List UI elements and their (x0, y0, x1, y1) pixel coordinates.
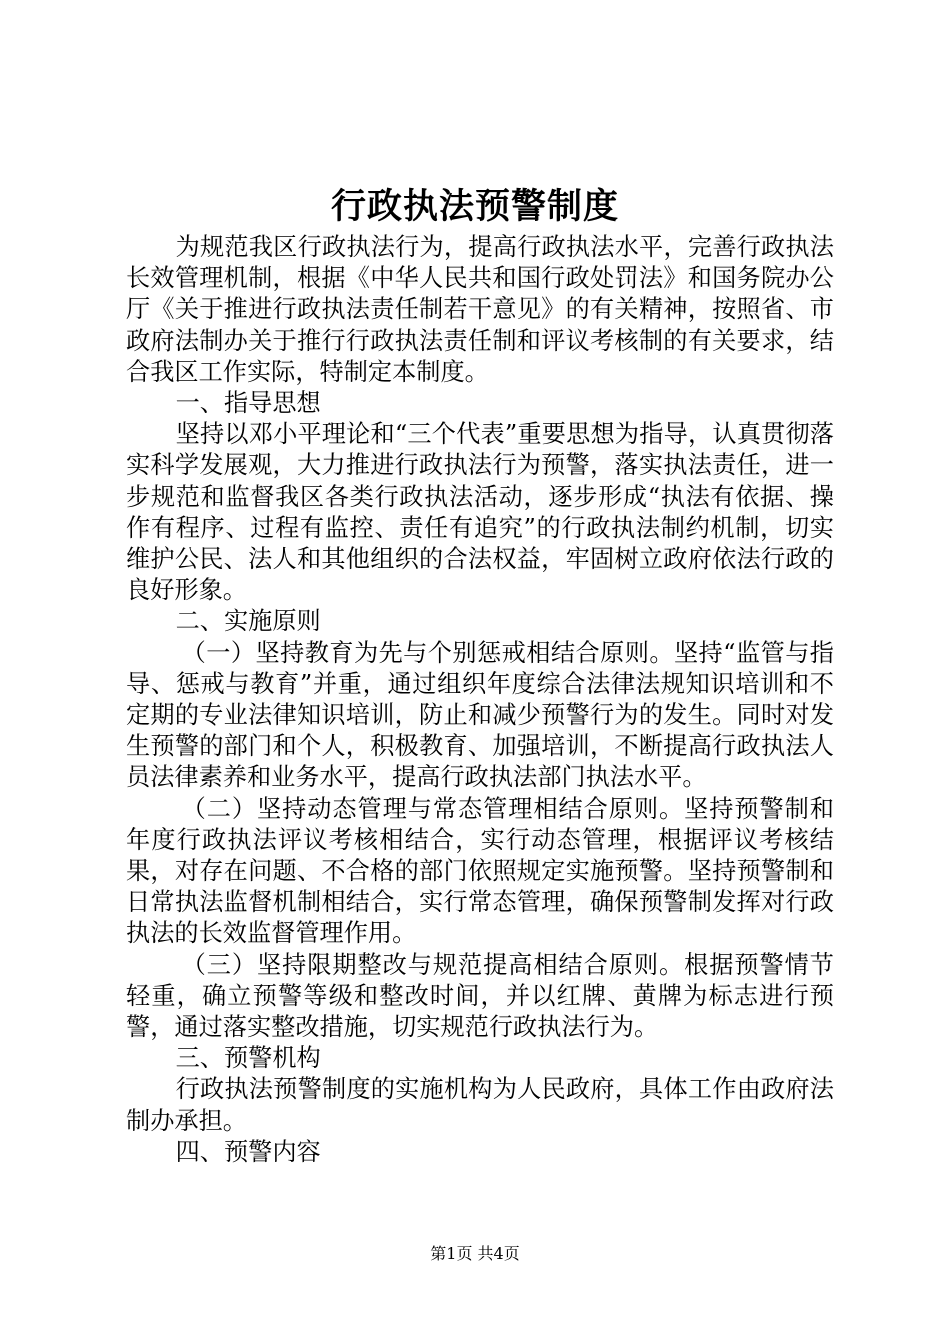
document-body (126, 232, 834, 1168)
principle-3-paragraph: （三）坚持限期整改与规范提高相结合原则。根据预警情节轻重，确立预警等级和整改时间，并以红牌、黄牌为标志进行预警，通过落实整改措施，切实规范行政执法行为。 (126, 950, 834, 1042)
principle-2-paragraph: （二）坚持动态管理与常态管理相结合原则。坚持预警制和年度行政执法评议考核相结合，实行动态管理，根据评议考核结果，对存在问题、不合格的部门依照规定实施预警。坚持预警制和日常执法监督机制相结合，实行常态管理，确保预警制发挥对行政执法的长效监督管理作用。 (126, 794, 834, 948)
intro-paragraph: 为规范我区行政执法行为，提高行政执法水平，完善行政执法长效管理机制，根据《中华人民共和国行政处罚法》和国务院办公厅《关于推进行政执法责任制若干意见》的有关精神，按照省、市政府法制办关于推行行政执法责任制和评议考核制的有关要求，结合我区工作实际，特制定本制度。 (126, 233, 834, 386)
warning-agency-paragraph: 行政执法预警制度的实施机构为人民政府，具体工作由政府法制办承担。 (126, 1075, 834, 1135)
page-number-footer: 第1页 共4页 (430, 1244, 520, 1263)
section-heading-warning-content: 四、预警内容 (175, 1137, 321, 1166)
document-title: 行政执法预警制度 (330, 186, 619, 227)
guiding-ideology-paragraph: 坚持以邓小平理论和“三个代表”重要思想为指导，认真贯彻落实科学发展观，大力推进行政执法行为预警，落实执法责任，进一步规范和监督我区各类行政执法活动，逐步形成“执法有依据、操作有程序、过程有监控、责任有追究”的行政执法制约机制，切实维护公民、法人和其他组织的合法权益，牢固树立政府依法行政的良好形象。 (126, 420, 834, 605)
principle-1-paragraph: （一）坚持教育为先与个别惩戒相结合原则。坚持“监管与指导、惩戒与教育”并重，通过组织年度综合法律法规知识培训和不定期的专业法律知识培训，防止和减少预警行为的发生。同时对发生预警的部门和个人，积极教育、加强培训，不断提高行政执法人员法律素养和业务水平，提高行政执法部门执法水平。 (126, 638, 834, 792)
section-heading-guiding-ideology: 一、指导思想 (175, 389, 321, 418)
section-heading-warning-agency: 三、预警机构 (175, 1044, 321, 1073)
section-heading-principles: 二、实施原则 (175, 607, 321, 636)
